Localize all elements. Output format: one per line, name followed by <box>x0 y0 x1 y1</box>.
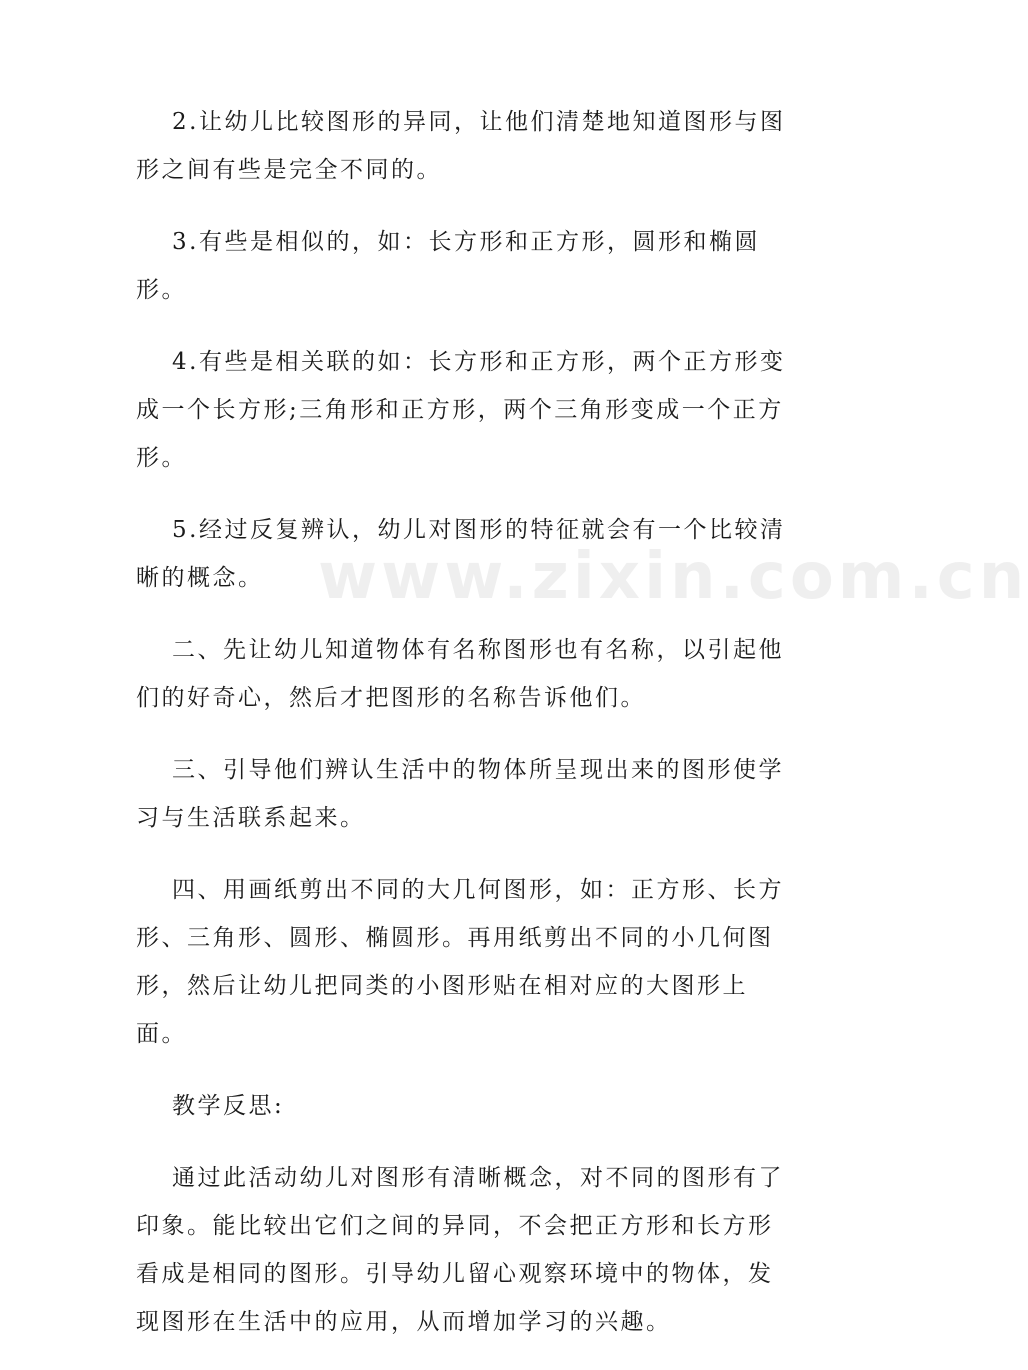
paragraph-section-4: 四、用画纸剪出不同的大几何图形，如：正方形、长方形、三角形、圆形、椭圆形。再用纸剪出不同的小几何图形，然后让幼儿把同类的小图形贴在相对应的大图形上面。 <box>136 877 784 1047</box>
paragraph-step-4: 4.有些是相关联的如：长方形和正方形，两个正方形变成一个长方形;三角形和正方形，两个三角形变成一个正方形。 <box>136 349 786 471</box>
reflection-heading: 教学反思: <box>172 1093 285 1119</box>
paragraph-step-3: 3.有些是相似的，如：长方形和正方形，圆形和椭圆形。 <box>136 229 760 303</box>
watermark: www.zixin.com.cn <box>318 540 1028 614</box>
paragraph-section-2: 二、先让幼儿知道物体有名称图形也有名称，以引起他们的好奇心，然后才把图形的名称告诉他们。 <box>136 637 784 711</box>
reflection-paragraph: 通过此活动幼儿对图形有清晰概念，对不同的图形有了印象。能比较出它们之间的异同，不会把正方形和长方形看成是相同的图形。引导幼儿留心观察环境中的物体，发现图形在生活中的应用，从而增加学习的兴趣。 <box>136 1165 784 1335</box>
document-body <box>136 98 786 1370</box>
paragraph-step-5: 5.经过反复辨认，幼儿对图形的特征就会有一个比较清晰的概念。 <box>136 517 786 591</box>
paragraph-step-2: 2.让幼儿比较图形的异同，让他们清楚地知道图形与图形之间有些是完全不同的。 <box>136 109 786 183</box>
paragraph-section-3: 三、引导他们辨认生活中的物体所呈现出来的图形使学习与生活联系起来。 <box>136 757 784 831</box>
